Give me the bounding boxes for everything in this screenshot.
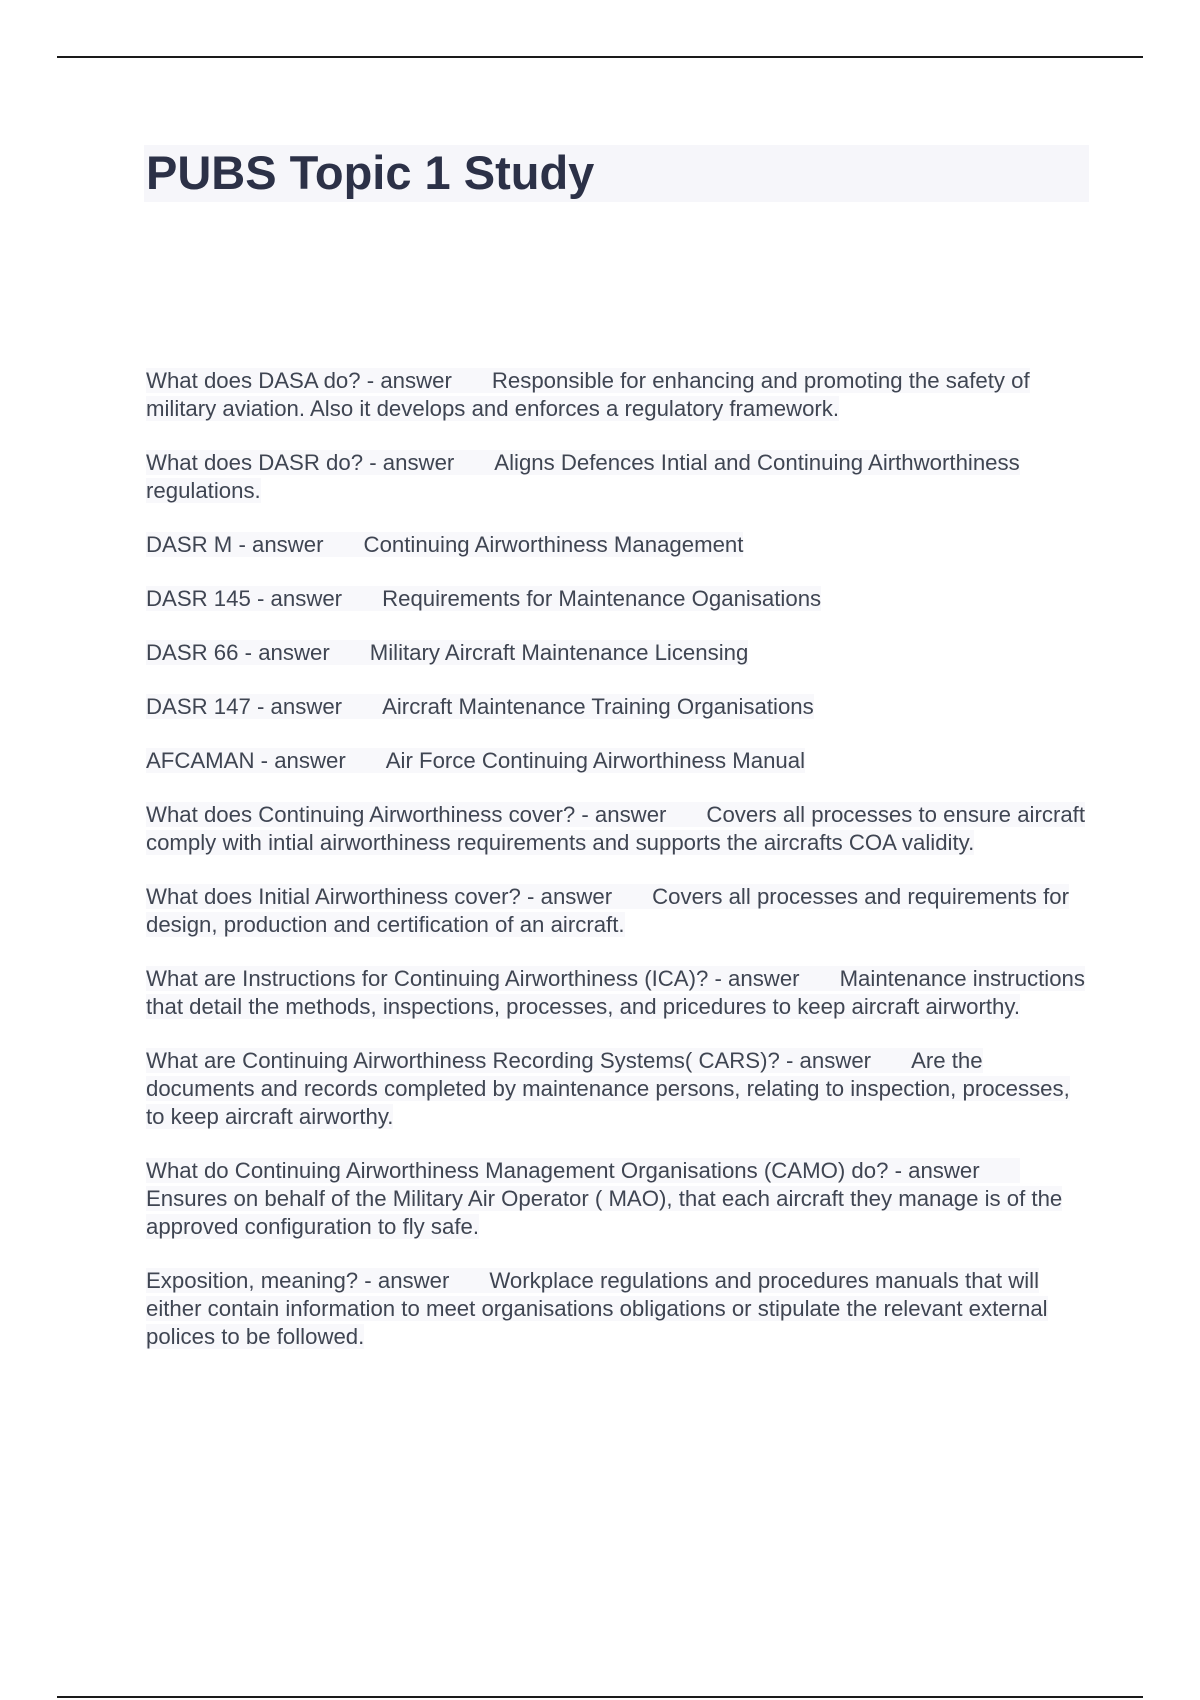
flashcard — [144, 693, 1089, 721]
flashcard — [144, 1267, 1089, 1351]
flashcard-term: What does Initial Airworthiness cover? - answer — [146, 884, 613, 909]
flashcard-definition: Aligns Defences Intial and Continuing Airthworthiness regulations. — [146, 450, 1020, 503]
top-divider — [57, 56, 1143, 58]
flashcard — [144, 883, 1089, 939]
flashcard-definition: Ensures on behalf of the Military Air Operator ( MAO), that each aircraft they manage is of the approved configuration to fly safe. — [146, 1186, 1063, 1239]
flashcard-term: What does DASA do? - answer — [146, 368, 452, 393]
flashcard — [144, 1157, 1089, 1241]
flashcard — [144, 367, 1089, 423]
flashcard-term: DASR 147 - answer — [146, 694, 343, 719]
flashcard-definition: Covers all processes to ensure aircraft comply with intial airworthiness requirements and supports the aircrafts COA validity. — [146, 802, 1085, 855]
flashcard-term: DASR 66 - answer — [146, 640, 330, 665]
flashcard-definition: Aircraft Maintenance Training Organisations — [382, 694, 814, 719]
flashcard — [144, 531, 1089, 559]
flashcard-list — [144, 367, 1089, 1377]
flashcard-definition: Responsible for enhancing and promoting the safety of military aviation. Also it develops and enforces a regulatory framework. — [146, 368, 1030, 421]
flashcard — [144, 801, 1089, 857]
flashcard-definition: Continuing Airworthiness Management — [363, 532, 744, 557]
flashcard-definition: Are the documents and records completed by maintenance persons, relating to inspection, processes, to keep aircraft airworthy. — [146, 1048, 1070, 1129]
flashcard-definition: Covers all processes and requirements for design, production and certification of an aircraft. — [146, 884, 1069, 937]
flashcard — [144, 1047, 1089, 1131]
flashcard-term: What are Continuing Airworthiness Recording Systems( CARS)? - answer — [146, 1048, 872, 1073]
flashcard-term: Exposition, meaning? - answer — [146, 1268, 450, 1293]
flashcard-definition: Air Force Continuing Airworthiness Manual — [385, 748, 806, 773]
flashcard-definition: Requirements for Maintenance Oganisations — [382, 586, 822, 611]
flashcard-term: What do Continuing Airworthiness Management Organisations (CAMO) do? - answer — [146, 1158, 980, 1183]
flashcard-term: AFCAMAN - answer — [146, 748, 346, 773]
flashcard — [144, 449, 1089, 505]
page-title: PUBS Topic 1 Study — [146, 146, 595, 199]
flashcard-definition: Maintenance instructions that detail the methods, inspections, processes, and pricedures to keep aircraft airworthy. — [146, 966, 1085, 1019]
flashcard — [144, 965, 1089, 1021]
bottom-divider — [57, 1696, 1143, 1698]
flashcard-term: What does Continuing Airworthiness cover? - answer — [146, 802, 667, 827]
flashcard — [144, 585, 1089, 613]
flashcard — [144, 747, 1089, 775]
flashcard-term: What are Instructions for Continuing Airworthiness (ICA)? - answer — [146, 966, 800, 991]
flashcard-term: DASR M - answer — [146, 532, 324, 557]
flashcard-term: DASR 145 - answer — [146, 586, 343, 611]
flashcard-definition: Military Aircraft Maintenance Licensing — [369, 640, 749, 665]
flashcard-term: What does DASR do? - answer — [146, 450, 455, 475]
flashcard — [144, 639, 1089, 667]
flashcard-definition: Workplace regulations and procedures manuals that will either contain information to meet organisations obligations or stipulate the relevant external polices to be followed. — [146, 1268, 1048, 1349]
